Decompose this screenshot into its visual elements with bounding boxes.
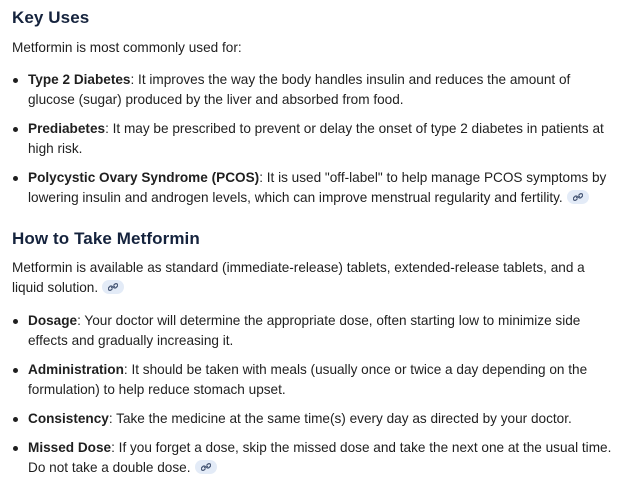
list-item-term: Polycystic Ovary Syndrome (PCOS) (28, 170, 260, 185)
bullet-icon (13, 176, 18, 181)
section-heading-how-to-take: How to Take Metformin (12, 229, 200, 248)
list-item-term: Dosage (28, 313, 78, 328)
section-heading-key-uses: Key Uses (12, 8, 90, 27)
source-link-button[interactable] (195, 460, 217, 474)
list-item-text: : Your doctor will determine the appropriate dose, often starting low to minimize side effects and gradually increasing it. (28, 313, 581, 348)
list-item (12, 168, 612, 208)
list-item-term: Consistency (28, 411, 109, 426)
bullet-icon (13, 446, 18, 451)
bullet-icon (13, 78, 18, 83)
list-item (12, 311, 612, 351)
how-to-take-list (12, 311, 612, 487)
list-item (12, 70, 612, 110)
list-item (12, 360, 612, 400)
list-item-text: : It may be prescribed to prevent or delay the onset of type 2 diabetes in patients at high risk. (28, 121, 604, 156)
list-item-term: Missed Dose (28, 440, 112, 455)
list-item-text: : Take the medicine at the same time(s) every day as directed by your doctor. (108, 411, 572, 426)
list-item-term: Prediabetes (28, 121, 106, 136)
bullet-icon (13, 319, 18, 324)
list-item (12, 409, 612, 429)
key-uses-list (12, 70, 612, 208)
list-item-text: : It should be taken with meals (usually once or twice a day depending on the formulation) to help reduce stomach upset. (28, 362, 588, 397)
list-item-text: : If you forget a dose, skip the missed dose and take the next one at the usual time. Do not take a double dose. (28, 440, 612, 475)
list-item (12, 438, 612, 478)
list-item (12, 119, 612, 159)
key-uses-intro: Metformin is most commonly used for: (12, 40, 242, 55)
bullet-icon (13, 127, 18, 132)
link-icon (108, 283, 118, 291)
source-link-button[interactable] (102, 280, 124, 294)
link-icon (201, 463, 211, 471)
list-item-text: : It is used "off-label" to help manage PCOS symptoms by lowering insulin and androgen levels, which can improve menstrual regularity and fertility. (28, 170, 607, 205)
source-link-button[interactable] (567, 190, 589, 204)
list-item-term: Administration (28, 362, 124, 377)
bullet-icon (13, 417, 18, 422)
how-to-take-intro (12, 258, 612, 298)
how-to-take-intro-text: Metformin is available as standard (immediate-release) tablets, extended-release tablets, and a liquid solution. (12, 260, 585, 295)
bullet-icon (13, 368, 18, 373)
list-item-text: : It improves the way the body handles insulin and reduces the amount of glucose (sugar) produced by the liver and absorbed from food. (28, 72, 571, 107)
list-item-term: Type 2 Diabetes (28, 72, 131, 87)
link-icon (573, 193, 583, 201)
